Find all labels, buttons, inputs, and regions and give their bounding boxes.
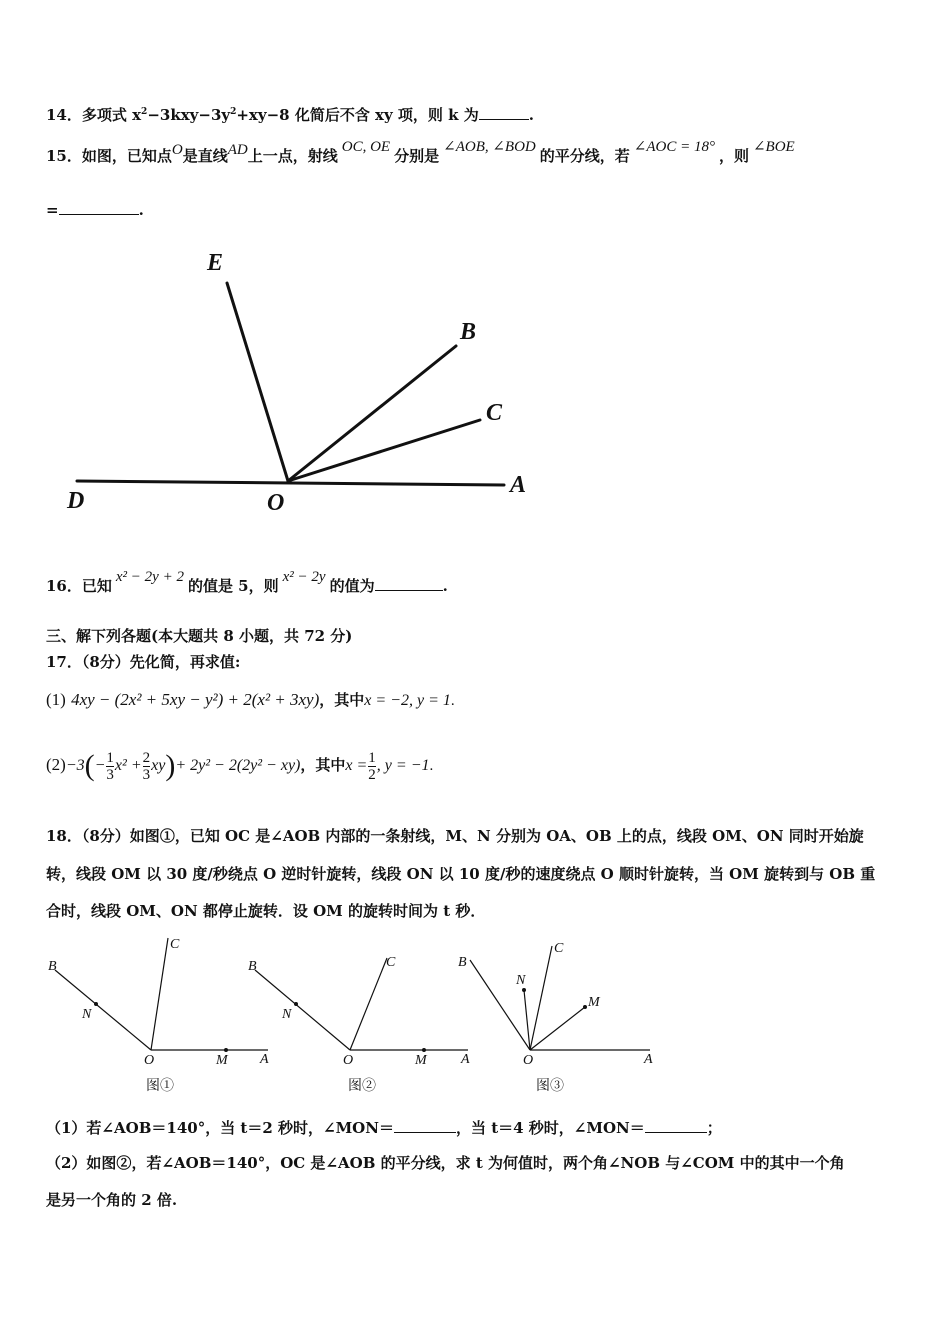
q15-equals: = [46,201,59,219]
fig3-label-a: A [644,1052,653,1067]
q16-expression-2: x² − 2y [282,569,326,585]
q18-sub-2-line-2: 是另一个角的 2 倍. [46,1191,178,1209]
fig2-point-m [422,1048,426,1052]
q15-answer-blank[interactable] [59,200,139,215]
q16-text-3: 的值为 [329,577,375,595]
q18-sub1-blank-2[interactable] [645,1118,707,1133]
q15-text-4: 分别是 [394,147,440,165]
q17-part-2-x-squared: x² + [114,757,142,774]
q18-line-1: （8分）如图①，已知 OC 是∠AOB 内部的一条射线，M、N 分别为 OA、OB 上的点，线段 OM、ON 同时开始旋 [81,827,864,845]
label-e: E [207,250,224,276]
fig2-label-o: O [343,1053,354,1068]
q14-answer-blank[interactable] [479,105,529,120]
fig1-label-o: O [144,1053,155,1068]
q15-text-1: 如图，已知点 [81,147,172,165]
fig1-ray-oc [151,938,168,1050]
section-heading: 三、解下列各题(本大题共 8 小题，共 72 分) [46,627,353,645]
question-16 [46,569,448,597]
fraction-two-thirds [143,750,151,783]
q17-part-1-expression: 4xy − (2x² + 5xy − y²) + 2(x² + 3xy) [71,690,320,709]
q18-sub1-text-a: （1）若∠AOB＝140°，当 t＝2 秒时，∠MON＝ [46,1119,394,1137]
ray-oc [288,420,480,481]
q15-text-6: ，则 [718,147,749,165]
fraction-one-third-a [106,750,114,783]
fig1-point-n [94,1002,98,1006]
ray-oe [227,283,288,481]
question-15 [46,139,795,167]
fig2-label-a: A [461,1052,470,1067]
fig1-ray-ob [55,970,151,1050]
q15-text-3: 上一点，射线 [247,147,338,165]
q18-sub1-text-c: ； [706,1119,722,1137]
fig2-ray-ob [255,970,350,1050]
q18-sub1-text-b: ，当 t＝4 秒时，∠MON＝ [455,1119,645,1137]
fraction-1-numerator: 1 [106,749,114,766]
q14-tail: . [528,106,534,124]
label-d: D [67,488,85,514]
q16-answer-blank[interactable] [375,576,443,591]
q15-asked-angle: ∠BOE [752,139,795,155]
q18-sub1-blank-1[interactable] [394,1118,456,1133]
fig1-point-m [224,1048,228,1052]
fraction-2-denominator: 3 [142,766,151,783]
fig3-label-m: M [588,995,600,1010]
q18-sub-2: （2）如图②，若∠AOB＝140°，OC 是∠AOB 的平分线，求 t 为何值时，两个角∠NOB 与∠COM 中的其中一个角 [46,1154,845,1172]
q17-part-2-y-equals: , y = −1 [376,757,430,774]
q16-expression-1: x² − 2y + 2 [115,569,184,585]
q15-line-ad: AD [227,142,248,158]
q17-part-1-where: ，其中 [319,691,365,709]
fig2-point-n [294,1002,298,1006]
q17-part-2-label: (2) [46,755,66,774]
fraction-3-numerator: 1 [368,749,376,766]
fig2-ray-oc [350,958,387,1050]
q15-angles: ∠AOB, ∠BOD [443,139,536,155]
question-17 [46,652,240,672]
fig3-point-m [583,1005,587,1009]
q16-number: 16． [46,577,82,595]
fig3-segment-on [524,990,530,1050]
q16-text-1: 已知 [81,577,112,595]
q17-part-2-expression-tail: + 2y² − 2(2y² − xy) [175,757,301,774]
q17-number: 17． [46,653,82,671]
q17-part-2-where: ，其中 [300,756,346,774]
q15-condition: ∠AOC = 18° [633,139,715,155]
q17-part-1-end: . [450,693,455,709]
q17-part-2-xy: xy [151,757,166,774]
q18-line-3: 合时，线段 OM、ON 都停止旋转．设 OM 的旋转时间为 t 秒． [46,902,486,920]
label-c: C [486,400,503,426]
q17-part-2-x-equals: x = [345,757,368,774]
question-18 [46,826,864,846]
fig3-label-c: C [554,941,564,956]
q15-rays: OC, OE [341,139,391,155]
fraction-2-numerator: 2 [142,749,151,766]
fig3-point-n [522,988,526,992]
q14-text-c: +xy−8 化简后不含 xy 项，则 k 为 [236,106,479,124]
fig2-label-m: M [415,1053,427,1068]
label-b: B [460,319,477,345]
fig2-label-n: N [282,1007,292,1022]
fig1-label-c: C [170,937,180,952]
fig3-ray-oc [530,946,552,1050]
q14-number: 14． [46,106,82,124]
q14-text-a: 多项式 x [81,106,142,124]
q15-text-5: 的平分线，若 [539,147,630,165]
fig3-label-n: N [516,973,526,988]
fig1-label-n: N [82,1007,92,1022]
q18-number: 18． [46,827,82,845]
question-15-line-2 [46,200,144,220]
q17-part-1-label: (1) [46,690,66,709]
q17-part-2-coefficient: −3 [65,757,85,774]
question-14: 14．多项式 $x^2-3kxy-3y^2+xy-8$ 化简后不含 xy 项，则 k 为 . [46,106,534,124]
q17-instruction: （8分）先化简，再求值: [81,653,241,671]
q17-part-1 [46,690,455,711]
fig1-label-b: B [48,959,57,974]
q14-text-b: −3kxy−3y [147,106,231,124]
q15-number: 15． [46,147,82,165]
fraction-3-denominator: 2 [368,766,376,783]
fig3-label-b: B [458,955,467,970]
fraction-one-half [368,750,376,783]
fraction-1-denominator: 3 [106,766,114,783]
q16-text-2: 的值是 5，则 [187,577,279,595]
q17-part-1-condition: x = −2, y = 1 [364,692,451,709]
q17-part-2-end: . [429,758,434,774]
ray-ob [288,346,456,481]
fig1-caption: 图① [146,1079,174,1094]
q15-point-o: O [171,142,183,158]
fig3-label-o: O [523,1053,534,1068]
label-o: O [267,490,285,516]
q16-tail: . [442,577,448,595]
fig1-label-m: M [216,1053,228,1068]
fig3-caption: 图③ [536,1079,564,1094]
q18-sub-1 [46,1118,722,1138]
fig2-label-c: C [386,955,396,970]
figure-18 [40,930,680,1100]
fig2-caption: 图② [348,1079,376,1094]
q18-line-2: 转，线段 OM 以 30 度/秒绕点 O 逆时针旋转，线段 ON 以 10 度/秒的速度绕点 O 顺时针旋转，当 OM 旋转到与 OB 重 [46,865,876,883]
label-a: A [510,472,527,498]
fig2-label-b: B [248,959,257,974]
q15-text-2: 是直线 [182,147,228,165]
q17-part-2: (2)−3(− $\frac{1}{3}$ x² + $\frac{2}{3}$ xy)+ 2y² − 2(2y² − xy)，其中x = $\frac{1}{2}$ , y = −1. [46,749,434,783]
q17-part-2-negative-sign: − [94,757,106,774]
q15-tail: . [138,201,144,219]
fig1-label-a: A [260,1052,269,1067]
figure-15 [60,240,550,530]
